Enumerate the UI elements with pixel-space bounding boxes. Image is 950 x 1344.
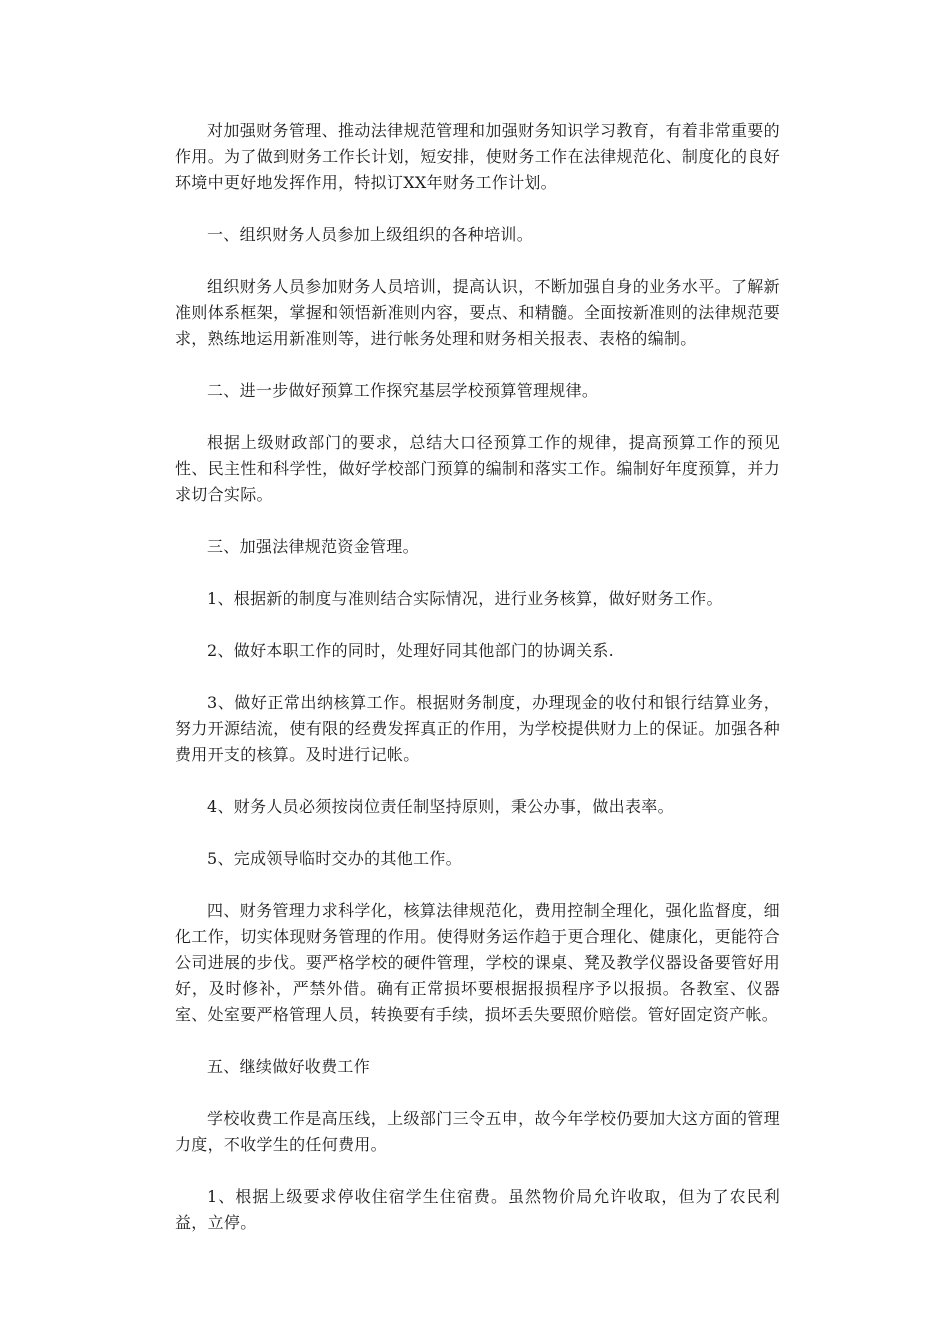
section-5-item-1: 1、根据上级要求停收住宿学生住宿费。虽然物价局允许收取，但为了农民利益，立停。: [175, 1187, 780, 1232]
section-1-paragraph: 组织财务人员参加财务人员培训，提高认识，不断加强自身的业务水平。了解新准则体系框架，掌握和领悟新准则内容，要点、和精髓。全面按新准则的法律规范要求，熟练地运用新准则等，进行帐务处理和财务相关报表、表格的编制。: [175, 277, 780, 348]
document-body: [175, 118, 780, 1262]
section-heading-5: 五、继续做好收费工作: [207, 1057, 371, 1076]
section-3-item-1: 1、根据新的制度与准则结合实际情况，进行业务核算，做好财务工作。: [207, 589, 723, 608]
intro-paragraph: 对加强财务管理、推动法律规范管理和加强财务知识学习教育，有着非常重要的作用。为了做到财务工作长计划，短安排，使财务工作在法律规范化、制度化的良好环境中更好地发挥作用，特拟订XX年财务工作计划。: [175, 121, 780, 192]
section-3-item-5: 5、完成领导临时交办的其他工作。: [207, 849, 462, 868]
section-4-paragraph: 四、财务管理力求科学化，核算法律规范化，费用控制全理化，强化监督度，细化工作，切实体现财务管理的作用。使得财务运作趋于更合理化、健康化，更能符合公司进展的步伐。要严格学校的硬件管理，学校的课桌、凳及教学仪器设备要管好用好，及时修补，严禁外借。确有正常损坏要根据报损程序予以报损。各教室、仪器室、处室要严格管理人员，转换要有手续，损坏丢失要照价赔偿。管好固定资产帐。: [175, 901, 780, 1024]
section-5-paragraph: 学校收费工作是高压线，上级部门三令五申，故今年学校仍要加大这方面的管理力度，不收学生的任何费用。: [175, 1109, 780, 1154]
section-3-item-2: 2、做好本职工作的同时，处理好同其他部门的协调关系.: [207, 641, 615, 660]
section-heading-3: 三、加强法律规范资金管理。: [207, 537, 419, 556]
section-heading-1: 一、组织财务人员参加上级组织的各种培训。: [207, 225, 534, 244]
section-heading-2: 二、进一步做好预算工作探究基层学校预算管理规律。: [207, 381, 599, 400]
section-3-item-4: 4、财务人员必须按岗位责任制坚持原则，秉公办事，做出表率。: [207, 797, 674, 816]
section-2-paragraph: 根据上级财政部门的要求，总结大口径预算工作的规律，提高预算工作的预见性、民主性和科学性，做好学校部门预算的编制和落实工作。编制好年度预算，并力求切合实际。: [175, 433, 780, 504]
section-3-item-3: 3、做好正常出纳核算工作。根据财务制度，办理现金的收付和银行结算业务，努力开源结流，使有限的经费发挥真正的作用，为学校提供财力上的保证。加强各种费用开支的核算。及时进行记帐。: [175, 693, 780, 764]
